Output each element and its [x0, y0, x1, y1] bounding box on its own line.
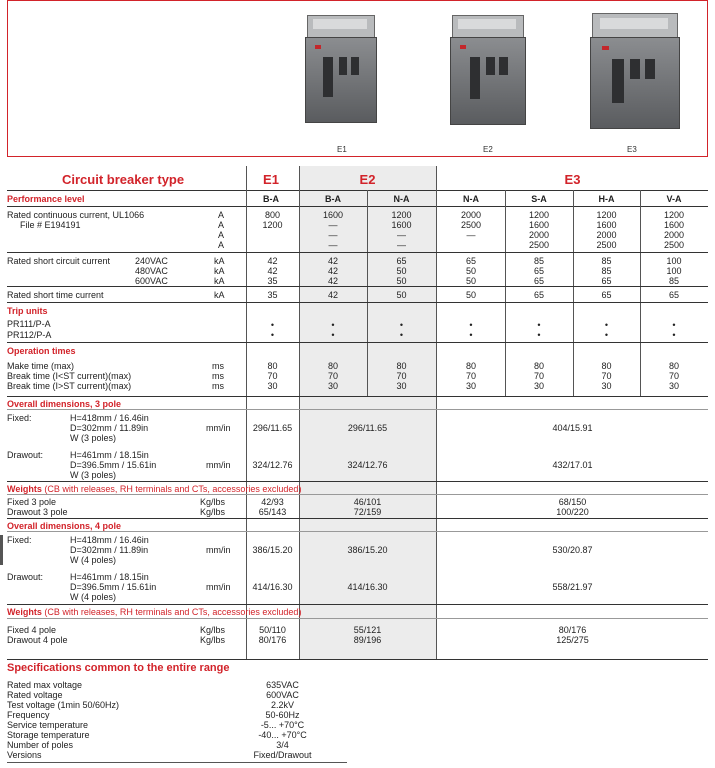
dims3-fixed-d: D=302mm / 11.89in [70, 423, 149, 433]
op-time-cell: 70 [533, 371, 544, 381]
dims3-drawout-h: H=461mm / 18.15in [70, 450, 149, 460]
level-e1-ba: B-A [263, 194, 279, 204]
specs-title: Specifications common to the entire range [7, 662, 230, 674]
dims4-fixed-h: H=418mm / 16.46in [70, 535, 149, 545]
weights3-drawout-label: Drawout 3 pole [7, 507, 68, 517]
rcc-cell: — [328, 220, 338, 230]
op-time-cell: 30 [396, 381, 407, 391]
op-time-cell: 30 [668, 381, 679, 391]
trip-unit-mark: • [672, 330, 676, 340]
spec-value: 635VAC [266, 680, 299, 690]
dims3-drawout-unit: mm/in [206, 460, 231, 470]
dims4-fixed-label: Fixed: [7, 535, 32, 545]
spec-value: 50-60Hz [265, 710, 300, 720]
op-time-cell: 80 [533, 361, 544, 371]
level-e3-na: N-A [463, 194, 479, 204]
trip-unit-mark: • [331, 320, 335, 330]
weights4-drawout-e3: 125/275 [556, 635, 589, 645]
rcc-cell: 1200 [663, 210, 685, 220]
rcc-cell: 2500 [528, 240, 550, 250]
weights3-note: (CB with releases, RH terminals and CTs, accessories excluded) [41, 484, 302, 494]
rcc-unit: A [218, 240, 225, 250]
scc-unit: kA [214, 266, 225, 276]
op-time-cell: 30 [601, 381, 612, 391]
short-time-cell: 50 [396, 290, 407, 300]
op-time-cell: 30 [465, 381, 476, 391]
scc-unit: kA [214, 256, 225, 266]
trip-unit-mark: • [604, 330, 609, 340]
dims4-fixed-e3: 530/20.87 [552, 545, 593, 555]
short-time-cell: 65 [668, 290, 679, 300]
op-time-unit: ms [212, 371, 224, 381]
short-time-cell: 65 [601, 290, 612, 300]
op-time-cell: 80 [668, 361, 679, 371]
scc-voltage: 480VAC [135, 266, 168, 276]
spec-value: 3/4 [276, 740, 289, 750]
trip-unit-mark: • [469, 330, 473, 340]
rcc-unit: A [218, 210, 225, 220]
dims4-drawout-e2: 414/16.30 [347, 582, 388, 592]
dims4-drawout-d: D=396.5mm / 15.61in [70, 582, 157, 592]
trip-unit-mark: • [672, 320, 676, 330]
spec-label: Versions [7, 750, 42, 760]
op-time-cell: 80 [601, 361, 612, 371]
scc-cell: 50 [396, 276, 407, 286]
rcc-unit: A [218, 220, 225, 230]
rcc-cell: 2000 [663, 230, 685, 240]
scc-cell: 42 [267, 256, 278, 266]
scc-cell: 35 [267, 276, 278, 286]
rated-continuous-label: Rated continuous current, UL1066 [7, 210, 145, 220]
rcc-cell: — [466, 230, 476, 240]
weights4-fixed-unit: Kg/lbs [200, 625, 226, 635]
scc-cell: 50 [396, 266, 407, 276]
level-e3-va: V-A [666, 194, 682, 204]
weights4-fixed-e1: 50/110 [259, 625, 286, 635]
frame-e1: E1 [263, 172, 279, 187]
scc-cell: 100 [666, 266, 682, 276]
weights3-fixed-unit: Kg/lbs [200, 497, 226, 507]
op-time-cell: 70 [668, 371, 679, 381]
scc-cell: 42 [327, 276, 338, 286]
scc-cell: 50 [465, 276, 476, 286]
scc-cell: 50 [465, 266, 476, 276]
trip-units-label: Trip units [7, 306, 48, 316]
scc-cell: 65 [533, 276, 544, 286]
rcc-cell: 1200 [528, 210, 550, 220]
op-time-label: Make time (max) [7, 361, 75, 371]
weights3-label: Weights [7, 484, 42, 494]
weights3-drawout-e2: 72/159 [353, 507, 382, 517]
short-time-label: Rated short time current [7, 290, 104, 300]
rcc-cell: 2000 [528, 230, 550, 240]
scc-cell: 85 [668, 276, 679, 286]
spec-value: -40... +70°C [258, 730, 307, 740]
dims3-drawout-e3: 432/17.01 [552, 460, 593, 470]
scc-cell: 65 [533, 266, 544, 276]
trip-unit-mark: • [399, 320, 404, 330]
scc-cell: 65 [396, 256, 407, 266]
short-time-unit: kA [214, 290, 225, 300]
rcc-cell: 1600 [322, 210, 344, 220]
dims3-drawout-d: D=396.5mm / 15.61in [70, 460, 157, 470]
dims4-drawout-e1: 414/16.30 [252, 582, 293, 592]
dims4-fixed-w: W (4 poles) [70, 555, 117, 565]
op-time-cell: 80 [327, 361, 338, 371]
scc-unit: kA [214, 276, 225, 286]
rcc-cell: 2500 [663, 240, 685, 250]
photo-caption-e2: E2 [483, 145, 493, 154]
rcc-cell: 2000 [460, 210, 482, 220]
spec-label: Service temperature [7, 720, 89, 730]
spec-value: 2.2kV [270, 700, 294, 710]
weights4-label: Weights [7, 607, 42, 617]
rcc-cell: — [397, 230, 406, 240]
weights4-note: (CB with releases, RH terminals and CTs, accessories excluded) [41, 607, 302, 617]
short-time-cell: 50 [465, 290, 476, 300]
dims3-drawout-label: Drawout: [7, 450, 44, 460]
dims4-drawout-e3: 558/21.97 [552, 582, 593, 592]
dims4-drawout-unit: mm/in [206, 582, 231, 592]
breaker-photo-e2 [450, 15, 526, 127]
trip-unit-mark: • [399, 330, 404, 340]
scc-cell: 100 [666, 256, 682, 266]
frame-e2: E2 [359, 172, 376, 187]
rcc-cell: 1600 [528, 220, 550, 230]
op-time-cell: 80 [267, 361, 278, 371]
scc-cell: 85 [533, 256, 544, 266]
rcc-cell: 1200 [596, 210, 617, 220]
dims4-drawout-w: W (4 poles) [70, 592, 117, 602]
scc-voltage: 600VAC [135, 276, 168, 286]
op-time-unit: ms [212, 381, 224, 391]
op-time-cell: 70 [267, 371, 278, 381]
op-time-label: Break time (I>ST current)(max) [7, 381, 132, 391]
frame-e3: E3 [564, 172, 581, 187]
weights4-fixed-e2: 55/121 [353, 625, 382, 635]
trip-unit-mark: • [604, 320, 609, 330]
rcc-cell: 1600 [663, 220, 685, 230]
trip-unit-mark: • [270, 330, 275, 340]
op-time-cell: 80 [465, 361, 476, 371]
dims3-fixed-label: Fixed: [7, 413, 32, 423]
dims3-fixed-e2: 296/11.65 [347, 423, 388, 433]
op-time-cell: 30 [267, 381, 278, 391]
weights4-drawout-unit: Kg/lbs [200, 635, 226, 645]
scc-cell: 65 [601, 276, 612, 286]
dims4-drawout-h: H=461mm / 18.15in [70, 572, 149, 582]
rcc-cell: 1600 [391, 220, 412, 230]
short-time-cell: 42 [327, 290, 338, 300]
weights3-header [7, 484, 301, 494]
dims3-fixed-e3: 404/15.91 [552, 423, 593, 433]
dims4-fixed-unit: mm/in [206, 545, 231, 555]
rcc-cell: 1200 [391, 210, 412, 220]
photo-caption-e3: E3 [627, 145, 637, 154]
dims3-fixed-e1: 296/11.65 [252, 423, 293, 433]
op-time-cell: 70 [327, 371, 338, 381]
scc-cell: 42 [267, 266, 278, 276]
level-e2-ba: B-A [325, 194, 341, 204]
scc-voltage: 240VAC [135, 256, 168, 266]
op-time-cell: 70 [465, 371, 476, 381]
dims3-fixed-h: H=418mm / 16.46in [70, 413, 149, 423]
breaker-photo-e1 [305, 15, 377, 125]
performance-level-label: Performance level [7, 194, 85, 204]
rcc-cell: 1200 [262, 220, 283, 230]
dims3-label: Overall dimensions, 3 pole [7, 399, 122, 409]
short-circuit-label: Rated short circuit current [7, 256, 111, 266]
op-time-cell: 30 [327, 381, 338, 391]
scc-cell: 42 [327, 256, 338, 266]
short-time-cell: 35 [267, 290, 278, 300]
op-time-cell: 70 [601, 371, 612, 381]
weights3-fixed-e2: 46/101 [353, 497, 382, 507]
weights4-header [7, 607, 301, 617]
spec-label: Number of poles [7, 740, 74, 750]
rcc-cell: 800 [264, 210, 281, 220]
breaker-photo-e3 [590, 13, 680, 129]
rcc-cell: — [397, 240, 406, 250]
weights4-drawout-label: Drawout 4 pole [7, 635, 68, 645]
weights4-drawout-e1: 80/176 [258, 635, 287, 645]
level-e3-ha: H-A [598, 194, 615, 204]
trip-unit-mark: • [469, 320, 473, 330]
dims3-drawout-w: W (3 poles) [70, 470, 117, 480]
rcc-cell: — [328, 230, 338, 240]
trip-unit-pr111: PR111/P-A [7, 319, 51, 329]
op-time-cell: 30 [533, 381, 544, 391]
dims3-drawout-e1: 324/12.76 [252, 460, 293, 470]
rcc-cell: 2000 [596, 230, 617, 240]
op-time-label: Break time (I<ST current)(max) [7, 371, 132, 381]
margin-marker [0, 535, 3, 565]
spec-label: Rated voltage [7, 690, 63, 700]
trip-unit-pr112: PR112/P-A [7, 330, 52, 340]
short-time-cell: 65 [533, 290, 544, 300]
rcc-cell: — [328, 240, 338, 250]
photo-caption-e1: E1 [337, 145, 347, 154]
rcc-cell: 2500 [460, 220, 482, 230]
weights3-drawout-unit: Kg/lbs [200, 507, 226, 517]
scc-cell: 42 [327, 266, 338, 276]
dims4-fixed-d: D=302mm / 11.89in [70, 545, 149, 555]
weights3-fixed-e3: 68/150 [558, 497, 587, 507]
op-time-unit: ms [212, 361, 224, 371]
weights3-fixed-label: Fixed 3 pole [7, 497, 57, 507]
scc-cell: 85 [601, 256, 612, 266]
weights3-drawout-e3: 100/220 [556, 507, 589, 517]
weights3-fixed-e1: 42/93 [261, 497, 284, 507]
spec-label: Storage temperature [7, 730, 90, 740]
rcc-unit: A [218, 230, 225, 240]
spec-value: -5... +70°C [260, 720, 305, 730]
spec-value: 600VAC [266, 690, 299, 700]
spec-value: Fixed/Drawout [253, 750, 312, 760]
trip-unit-mark: • [331, 330, 335, 340]
dims4-fixed-e2: 386/15.20 [347, 545, 388, 555]
rcc-cell: 1600 [596, 220, 617, 230]
level-e2-na: N-A [393, 194, 410, 204]
dims3-fixed-w: W (3 poles) [70, 433, 117, 443]
weights3-drawout-e1: 65/143 [258, 507, 287, 517]
spec-label: Frequency [7, 710, 50, 720]
dims3-fixed-unit: mm/in [206, 423, 231, 433]
table-title: Circuit breaker type [62, 172, 185, 187]
trip-unit-mark: • [537, 320, 541, 330]
rcc-cell: 2500 [596, 240, 617, 250]
spec-label: Rated max voltage [7, 680, 83, 690]
dims4-fixed-e1: 386/15.20 [252, 545, 293, 555]
weights4-fixed-label: Fixed 4 pole [7, 625, 57, 635]
op-time-cell: 70 [396, 371, 407, 381]
dims3-drawout-e2: 324/12.76 [347, 460, 388, 470]
level-e3-sa: S-A [531, 194, 547, 204]
trip-unit-mark: • [270, 320, 275, 330]
trip-unit-mark: • [537, 330, 541, 340]
operation-times-label: Operation times [7, 346, 76, 356]
dims4-label: Overall dimensions, 4 pole [7, 521, 122, 531]
dims4-drawout-label: Drawout: [7, 572, 44, 582]
op-time-cell: 80 [396, 361, 407, 371]
file-number-label: File # E194191 [20, 220, 81, 230]
weights4-drawout-e2: 89/196 [353, 635, 382, 645]
scc-cell: 85 [601, 266, 612, 276]
scc-cell: 65 [465, 256, 476, 266]
spec-label: Test voltage (1min 50/60Hz) [7, 700, 120, 710]
weights4-fixed-e3: 80/176 [558, 625, 587, 635]
